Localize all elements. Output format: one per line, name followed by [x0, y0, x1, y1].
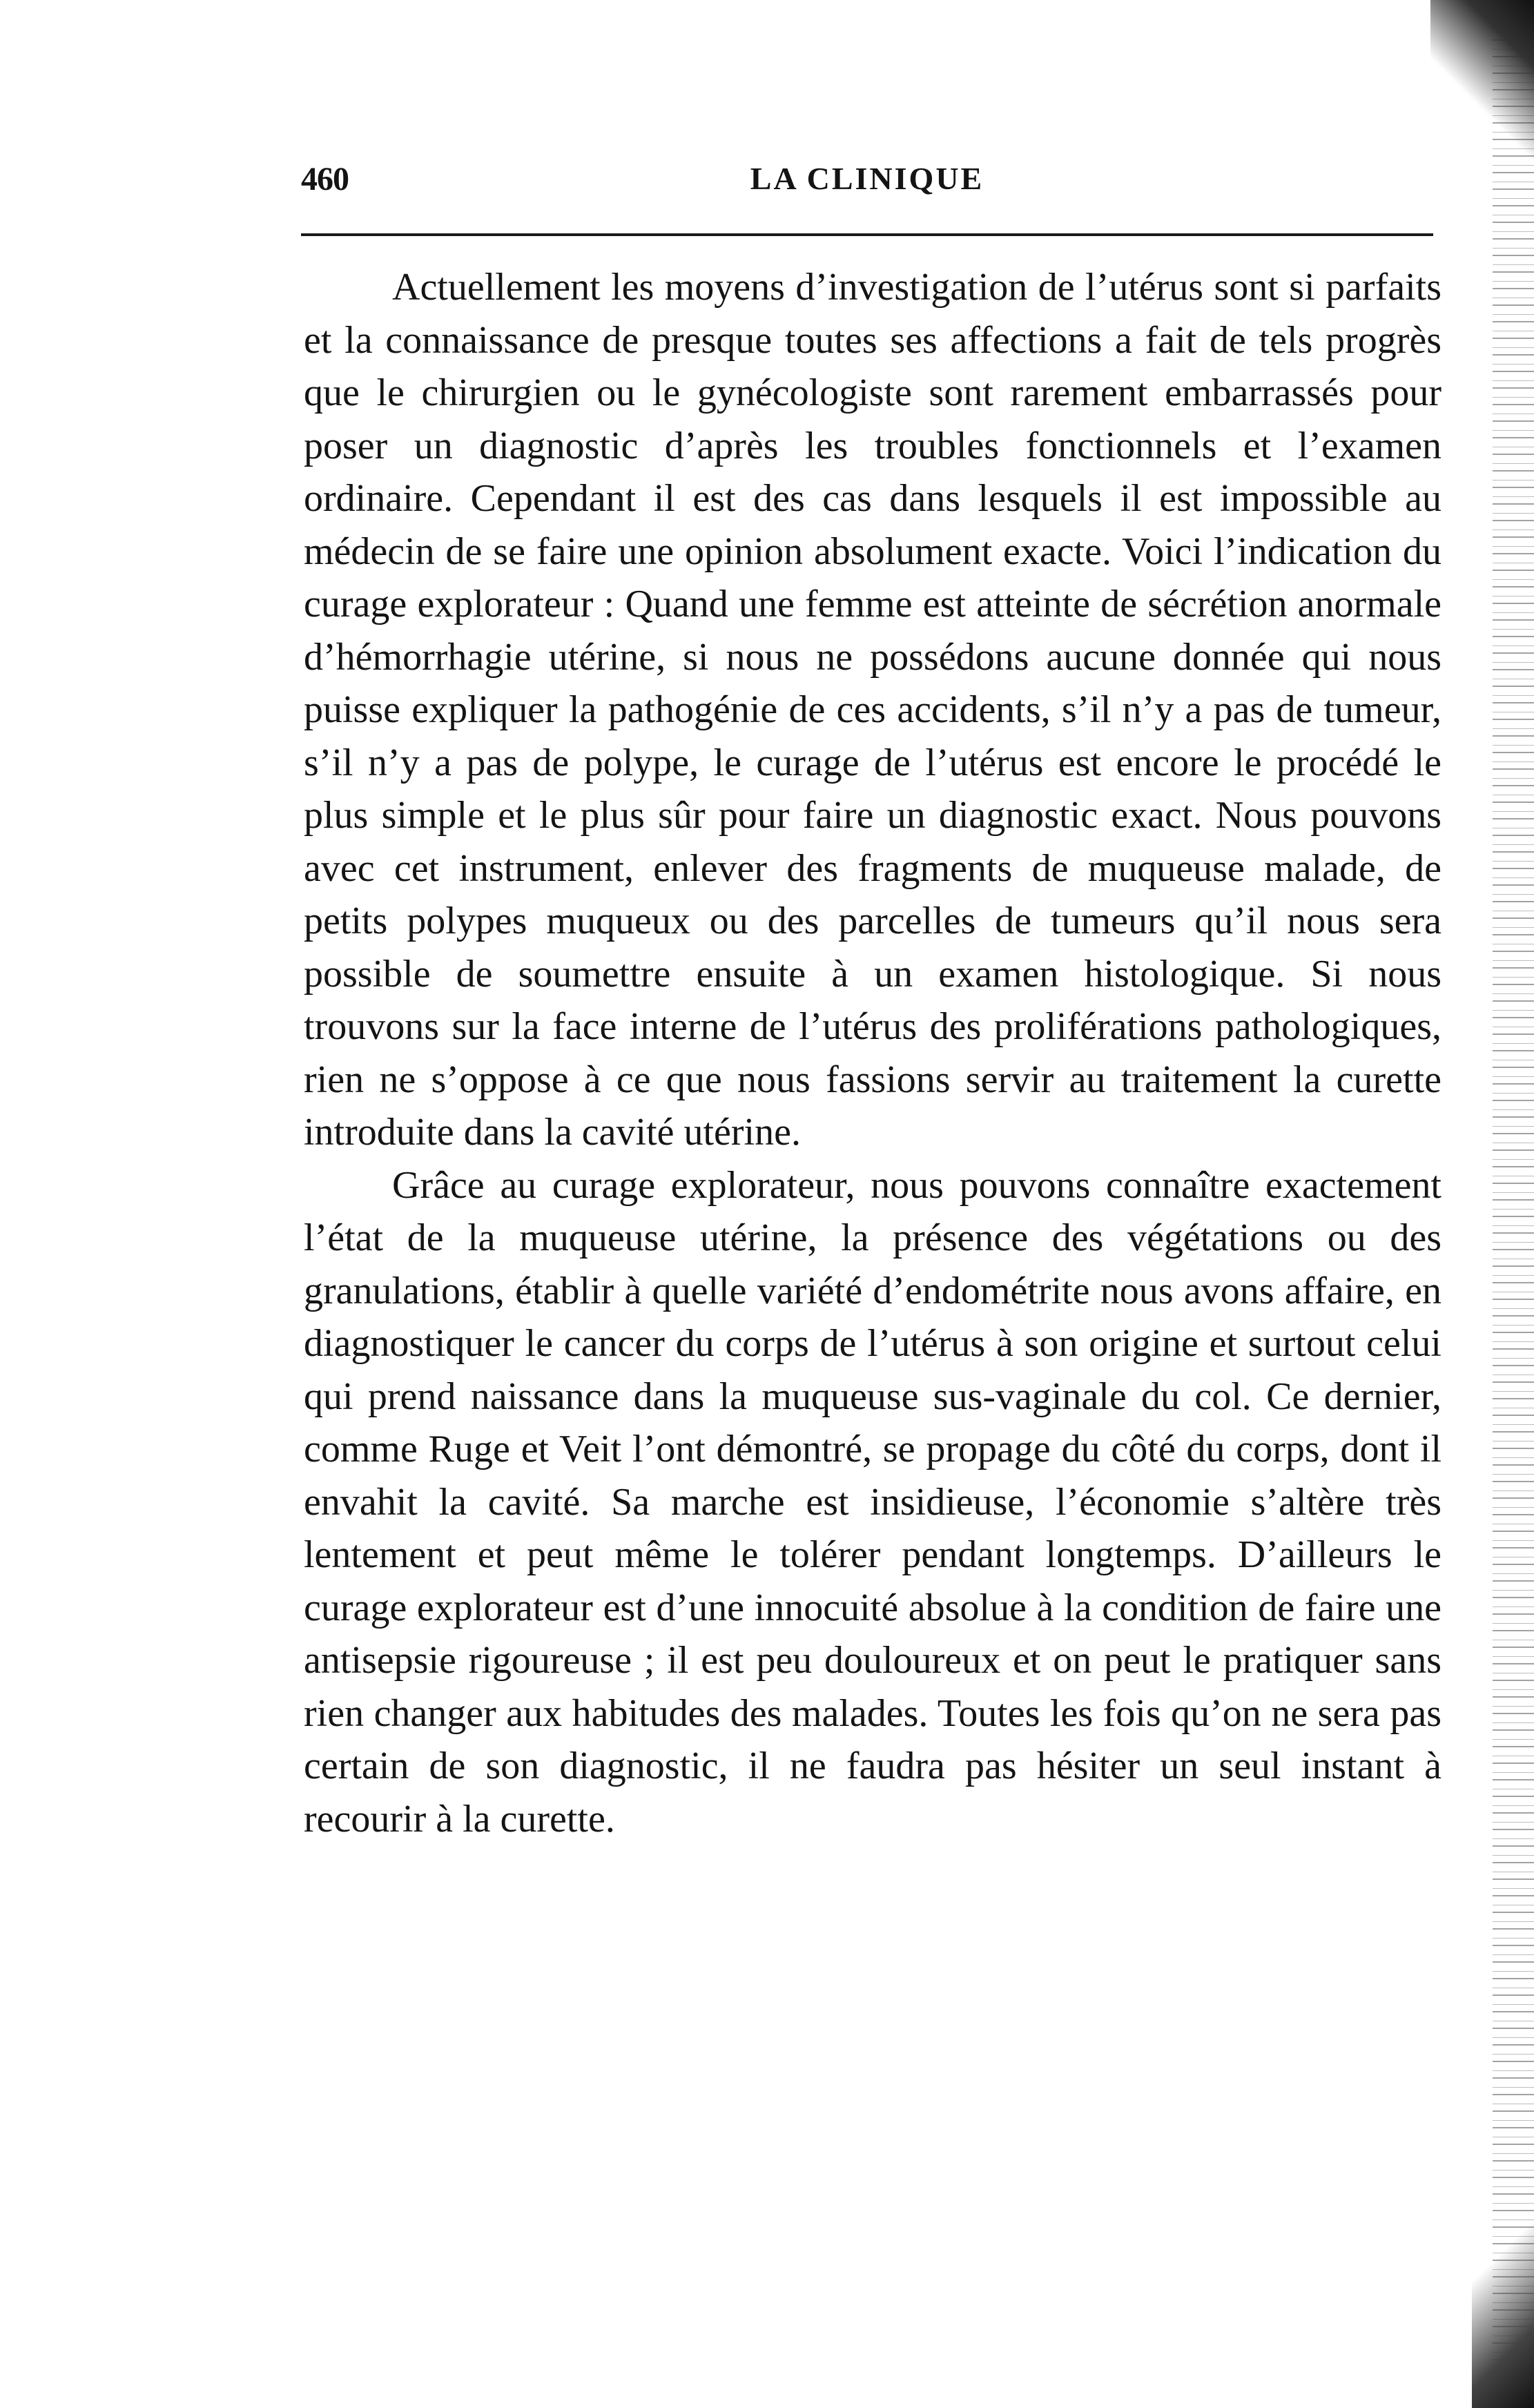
page-header: [301, 160, 1433, 202]
scan-page-edge: [1493, 0, 1534, 2408]
running-title: LA CLINIQUE: [750, 161, 984, 196]
paragraph: Actuellement les moyens d’investigation de l’utérus sont si parfaits et la connaissance de presque toutes ses affections a fait de tels progrès que le chirurgien ou le gynécologiste sont rarement embarrassés pour poser un diagnostic d’après les troubles fonctionnels et l’examen ordinaire. Cependant il est des cas dans lesquels il est impossible au médecin de se faire une opinion absolument exacte. Voici l’indication du curage explorateur : Quand une femme est atteinte de sécrétion anormale d’hémorrhagie utérine, si nous ne possédons aucune donnée qui nous puisse expliquer la pathogénie de ces accidents, s’il n’y a pas de tumeur, s’il n’y a pas de polype, le curage de l’utérus est encore le procédé le plus simple et le plus sûr pour faire un diagnostic exact. Nous pouvons avec cet instrument, enlever des fragments de muqueuse malade, de petits polypes muqueux ou des parcelles de tumeurs qu’il nous sera possible de soumettre ensuite à un examen histologique. Si nous trouvons sur la face interne de l’utérus des proliférations pathologiques, rien ne s’oppose à ce que nous fassions servir au traitement la curette introduite dans la cavité utérine.: [304, 266, 1441, 1154]
page-number: 460: [301, 161, 349, 197]
header-rule: [301, 233, 1433, 236]
paragraph: Grâce au curage explorateur, nous pouvons connaître exactement l’état de la muqueuse utérine, la présence des végétations ou des granulations, établir à quelle variété d’endométrite nous avons affaire, en diagnostiquer le cancer du corps de l’utérus à son origine et surtout celui qui prend naissance dans la muqueuse sus-vaginale du col. Ce dernier, comme Ruge et Veit l’ont démontré, se propage du côté du corps, dont il envahit la cavité. Sa marche est insidieuse, l’économie s’altère très lentement et peut même le tolérer pendant longtemps. D’ailleurs le curage explorateur est d’une innocuité absolue à la condition de faire une antisepsie rigoureuse ; il est peu douloureux et on peut le pratiquer sans rien changer aux habitudes des malades. Toutes les fois qu’on ne sera pas certain de son diagnostic, il ne faudra pas hésiter un seul instant à recourir à la curette.: [304, 1163, 1441, 1841]
scan-shadow-top: [1430, 0, 1534, 166]
body-text: [304, 261, 1441, 1845]
scan-shadow-bottom: [1472, 2201, 1534, 2408]
